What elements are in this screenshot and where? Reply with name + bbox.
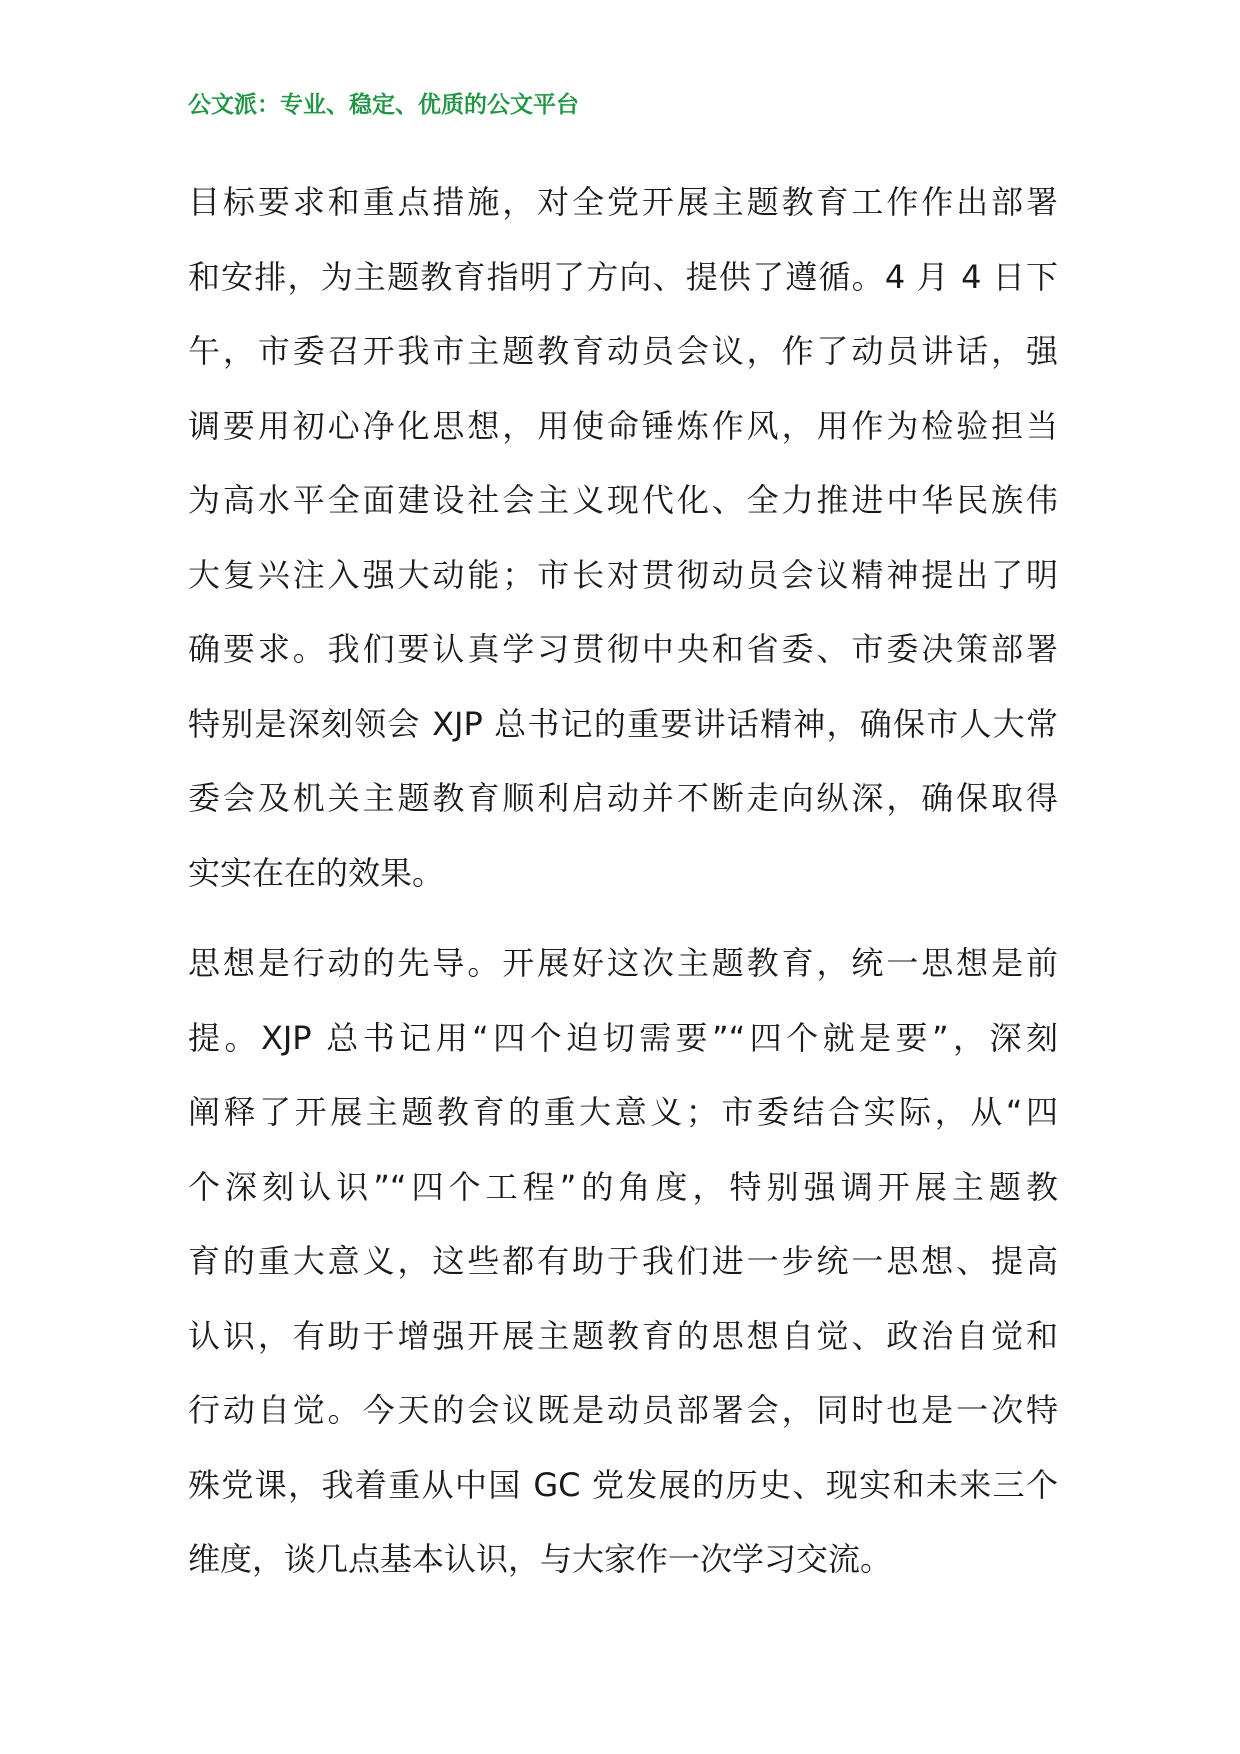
- page-header: 公文派：专业、稳定、优质的公文平台: [188, 92, 579, 118]
- text-line: 育的重大意义，这些都有助于我们进一步统一思想、提高: [188, 1242, 1058, 1280]
- text-line: 午，市委召开我市主题教育动员会议，作了动员讲话，强: [188, 332, 1058, 370]
- text-line: 为高水平全面建设社会主义现代化、全力推进中华民族伟: [188, 481, 1058, 519]
- text-line: 调要用初心净化思想，用使命锤炼作风，用作为检验担当: [188, 406, 1058, 445]
- text-line: 特别是深刻领会 XJP 总书记的重要讲话精神，确保市人大常: [188, 704, 1058, 743]
- text-line: 大复兴注入强大动能；市长对贯彻动员会议精神提出了明: [188, 555, 1058, 594]
- text-line: 实实在在的效果。: [188, 853, 445, 892]
- text-line: 思想是行动的先导。开展好这次主题教育，统一思想是前: [188, 944, 1058, 982]
- text-line: 委会及机关主题教育顺利启动并不断走向纵深，确保取得: [188, 779, 1058, 817]
- paragraph-2: [188, 926, 1058, 1597]
- text-line: 确要求。我们要认真学习贯彻中央和省委、市委决策部署: [188, 630, 1058, 668]
- text-line: 目标要求和重点措施，对全党开展主题教育工作作出部署: [188, 183, 1058, 221]
- text-line: 提。XJP 总书记用“四个迫切需要”“四个就是要”，深刻: [188, 1018, 1058, 1057]
- paragraph-1: [188, 165, 1058, 910]
- text-line: 个深刻认识”“四个工程”的角度，特别强调开展主题教: [188, 1167, 1058, 1206]
- text-line: 阐释了开展主题教育的重大意义；市委结合实际，从“四: [188, 1093, 1058, 1131]
- text-line: 认识，有助于增强开展主题教育的思想自觉、政治自觉和: [188, 1316, 1058, 1355]
- text-line: 行动自觉。今天的会议既是动员部署会，同时也是一次特: [188, 1391, 1058, 1429]
- text-line: 殊党课，我着重从中国 GC 党发展的历史、现实和未来三个: [188, 1465, 1058, 1504]
- text-line: 维度，谈几点基本认识，与大家作一次学习交流。: [188, 1540, 893, 1578]
- text-line: 和安排，为主题教育指明了方向、提供了遵循。4 月 4 日下: [188, 257, 1058, 296]
